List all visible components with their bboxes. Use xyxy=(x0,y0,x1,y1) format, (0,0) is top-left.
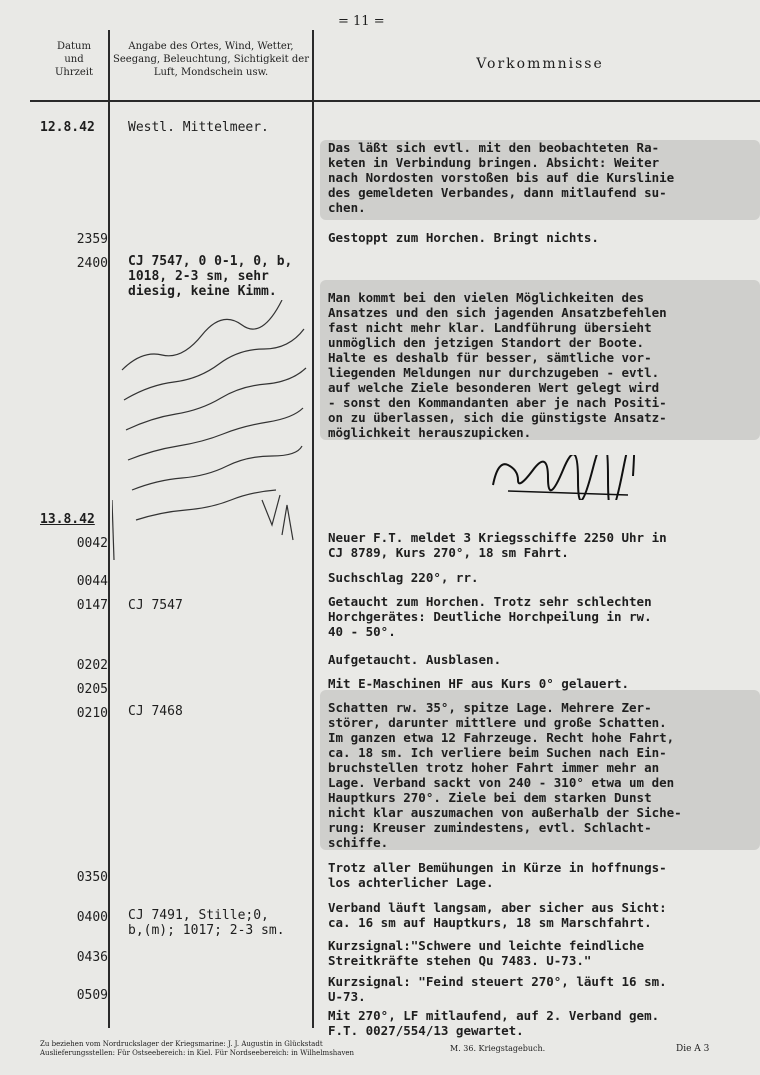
page-number: = 11 = xyxy=(338,14,385,29)
event-cell: Gestoppt zum Horchen. Bringt nichts. xyxy=(328,230,599,245)
handwritten-note xyxy=(112,300,332,560)
event-cell: Schatten rw. 35°, spitze Lage. Mehrere Zer- störer, darunter mittlere und große Schatten. Im ganzen etwa 12 Fahrzeuge. Recht hohe Fahrt, ca. 18 sm. Ich verliere beim Suchen nach Ein- bruchstellen trotz hoher Fahrt immer mehr an Lage. Verband sackt von 240 - 310° etwa um den Hauptkurs 270°. Ziele bei dem starken Dunst nicht klar auszumachen von außerhalb der Siche- rung: Kreuser zumindestens, evtl. Schlacht- schiffe. xyxy=(328,700,682,850)
time-cell: 0202 xyxy=(76,658,108,673)
column-divider-date xyxy=(108,30,110,1028)
event-cell: Kurzsignal: "Feind steuert 270°, läuft 16 sm. U-73. xyxy=(328,974,667,1004)
place-cell: CJ 7491, Stille;0, b,(m); 1017; 2-3 sm. xyxy=(128,908,285,938)
header-rule xyxy=(30,100,760,102)
footer-format: Die A 3 xyxy=(676,1044,710,1054)
time-cell: 0509 xyxy=(76,988,108,1003)
date-12-8-42: 12.8.42 xyxy=(40,120,95,135)
time-cell: 0210 xyxy=(76,706,108,721)
time-cell: 2400 xyxy=(76,256,108,271)
time-cell: 0400 xyxy=(76,910,108,925)
header-place-weather: Angabe des Ortes, Wind, Wetter, Seegang, Beleuchtung, Sichtigkeit der Luft, Mondschein usw. xyxy=(113,41,309,78)
place-cell: CJ 7468 xyxy=(128,704,183,719)
place-cell: Westl. Mittelmeer. xyxy=(128,120,269,135)
event-cell: Man kommt bei den vielen Möglichkeiten des Ansatzes und den sich jagenden Ansatzbefehlen fast nicht mehr klar. Landführung übersieht unmöglich den jetzigen Standort der Boote. Halte es deshalb für besser, sämtliche vor- liegenden Meldungen nur durchzugeben - evtl. auf welche Ziele besonderen Wert gelegt wird - sonst den Kommandanten aber je nach Positi- on zu überlassen, sich die günstigste Ansatz- möglichkeit herauszupicken. xyxy=(328,290,667,440)
time-cell: 0205 xyxy=(76,682,108,697)
event-cell: Trotz aller Bemühungen in Kürze in hoffnungs- los achterlicher Lage. xyxy=(328,860,667,890)
time-cell: 0350 xyxy=(76,870,108,885)
footer-publisher: Zu beziehen vom Nordruckslager der Kriegsmarine: J. J. Augustin in Glückstadt Auslieferungsstellen: Für Ostseebereich: in Kiel. Für Nordseebereich: in Wilhelmshaven xyxy=(40,1040,355,1057)
time-cell: 0147 xyxy=(76,598,108,613)
date-13-8-42: 13.8.42 xyxy=(40,512,95,527)
header-date-time: Datum und Uhrzeit xyxy=(54,41,94,78)
event-cell: Suchschlag 220°, rr. xyxy=(328,570,479,585)
event-cell: Getaucht zum Horchen. Trotz sehr schlechten Horchgerätes: Deutliche Horchpeilung in rw. 40 - 50°. xyxy=(328,594,652,639)
header-events: Vorkommnisse xyxy=(476,56,604,72)
event-cell: Mit 270°, LF mitlaufend, auf 2. Verband gem. F.T. 0027/554/13 gewartet. xyxy=(328,1008,660,1038)
time-cell: 0044 xyxy=(76,574,108,589)
event-cell: Das läßt sich evtl. mit den beobachteten Ra- keten in Verbindung bringen. Absicht: Weiter nach Nordosten vorstoßen bis auf die Kurslinie des gemeldeten Verbandes, dann mitlaufend su- chen. xyxy=(328,140,675,215)
time-cell: 0436 xyxy=(76,950,108,965)
time-cell: 2359 xyxy=(76,232,108,247)
event-cell: Verband läuft langsam, aber sicher aus Sicht: ca. 16 sm auf Hauptkurs, 18 sm Marschfahrt. xyxy=(328,900,667,930)
place-cell: CJ 7547 xyxy=(128,598,183,613)
event-cell: Aufgetaucht. Ausblasen. xyxy=(328,652,502,667)
place-cell: CJ 7547, 0 0-1, 0, b, 1018, 2-3 sm, sehr diesig, keine Kimm. xyxy=(128,254,293,299)
footer-form-id: M. 36. Kriegstagebuch. xyxy=(450,1044,546,1053)
event-cell: Kurzsignal:"Schwere und leichte feindliche Streitkräfte stehen Qu 7483. U-73." xyxy=(328,938,645,968)
time-cell: 0042 xyxy=(76,536,108,551)
event-cell: Mit E-Maschinen HF aus Kurs 0° gelauert. xyxy=(328,676,630,691)
signature xyxy=(488,455,638,500)
event-cell: Neuer F.T. meldet 3 Kriegsschiffe 2250 Uhr in CJ 8789, Kurs 270°, 18 sm Fahrt. xyxy=(328,530,667,560)
